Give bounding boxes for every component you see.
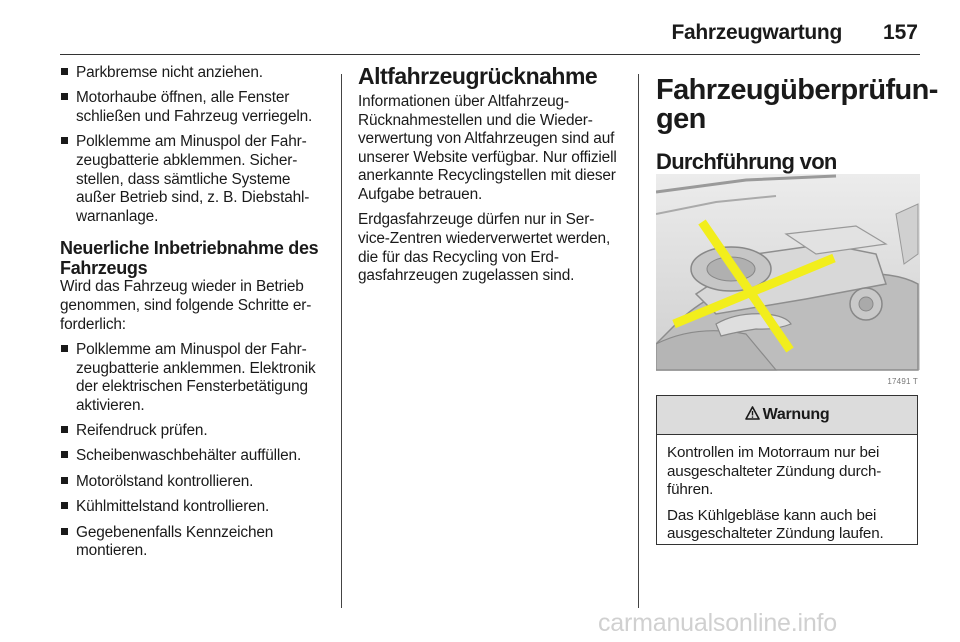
bullet-icon <box>61 528 68 535</box>
bullet-icon <box>61 345 68 352</box>
warning-paragraph: Das Kühlgebläse kann auch bei ausgeschalteter Zündung laufen. <box>667 506 884 543</box>
list-item: Reifendruck prüfen. <box>60 422 326 441</box>
section-heading-recycling: Altfahrzeugrücknahme <box>358 63 598 89</box>
warning-triangle-icon <box>745 406 760 425</box>
figure-label: 17491 T <box>887 377 918 386</box>
paragraph: Informationen über AltfahrzeugRücknahmestellen und die Wiederverwertung von Altfahrzeugen sind auf unserer Website verfügbar. Nur offiziell anerkannte Recyclingstellen mit dieser Aufgabe betrauen. <box>358 93 617 203</box>
bullet-icon <box>61 451 68 458</box>
subheading-recommission: Neuerliche Inbetriebnahme des Fahrzeugs <box>60 238 319 279</box>
page-number: 157 <box>882 21 918 44</box>
column-1 <box>60 64 326 568</box>
list-item: Gegebenenfalls Kennzeichen montieren. <box>60 524 326 561</box>
watermark: carmanualsonline.info <box>598 609 838 637</box>
list-item: Motorölstand kontrollieren. <box>60 473 326 492</box>
section-heading-checks: Fahrzeugüberprüfungen <box>656 74 939 135</box>
warning-box <box>656 395 918 545</box>
warning-body <box>657 435 917 544</box>
bullet-icon <box>61 93 68 100</box>
intro-paragraph: Wird das Fahrzeug wieder in Betrieb genommen, sind folgende Schritte erforderlich: <box>60 278 312 333</box>
bullet-icon <box>61 137 68 144</box>
page-header <box>60 14 920 55</box>
list-item: Polklemme am Minuspol der Fahrzeugbatterie abklemmen. Sicherstellen, dass sämtliche Systeme außer Betrieb sind, z. B. Diebstahlwarnanlage. <box>60 133 326 226</box>
list-item: Parkbremse nicht anziehen. <box>60 64 326 83</box>
warning-paragraph: Kontrollen im Motorraum nur bei ausgeschalteter Zündung durchführen. <box>667 444 882 499</box>
bullet-list-top <box>60 64 326 226</box>
column-divider <box>638 74 639 608</box>
bullet-icon <box>61 426 68 433</box>
bullet-icon <box>61 502 68 509</box>
subheading-work: Durchführung von <box>656 149 837 174</box>
warning-title: Warnung <box>762 406 830 423</box>
header-title: Fahrzeugwartung <box>671 21 842 44</box>
list-item: Scheibenwaschbehälter auffüllen. <box>60 447 326 466</box>
bullet-icon <box>61 68 68 75</box>
bullet-icon <box>61 477 68 484</box>
warning-header <box>657 396 917 435</box>
list-item: Polklemme am Minuspol der Fahrzeugbatterie anklemmen. Elektronik der elektrischen Fensterbetätigung aktivieren. <box>60 341 326 415</box>
list-item: Kühlmittelstand kontrollieren. <box>60 498 326 517</box>
column-2 <box>358 50 620 293</box>
column-divider <box>341 74 342 608</box>
engine-bay-drawing <box>656 174 920 386</box>
engine-bay-illustration <box>656 174 920 386</box>
list-item: Motorhaube öffnen, alle Fenster schließen und Fahrzeug verriegeln. <box>60 89 326 126</box>
bullet-list-bottom <box>60 341 326 561</box>
paragraph: Erdgasfahrzeuge dürfen nur in Service-Zentren wiederverwertet werden, die für das Recycling von Erdgasfahrzeugen zugelassen sind. <box>358 211 611 285</box>
